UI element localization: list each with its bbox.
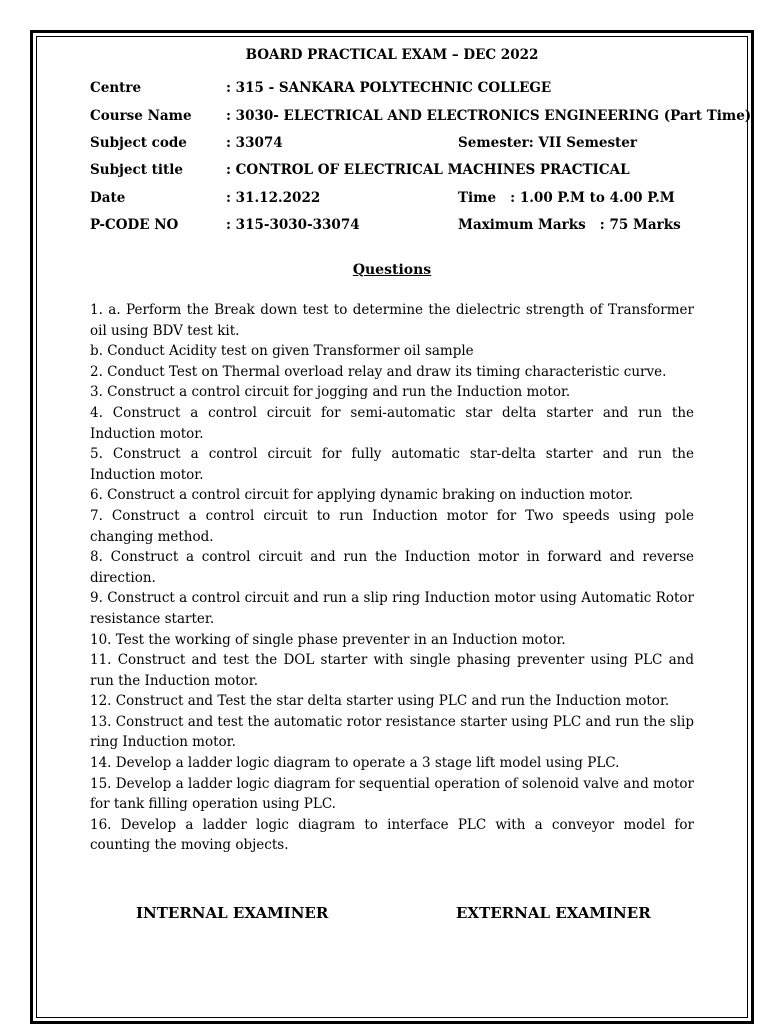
question-item: 16. Develop a ladder logic diagram to interface PLC with a conveyor model for counting the moving objects. bbox=[90, 816, 694, 854]
subject-title-label: Subject title bbox=[90, 162, 183, 178]
question-item: b. Conduct Acidity test on given Transformer oil sample bbox=[90, 343, 474, 360]
semester-text: Semester: VII Semester bbox=[458, 135, 637, 151]
question-item: 13. Construct and test the automatic rotor resistance starter using PLC and run the slip ring Induction motor. bbox=[90, 713, 694, 751]
subject-code-label: Subject code bbox=[90, 135, 187, 151]
external-examiner-label: EXTERNAL EXAMINER bbox=[456, 904, 651, 922]
centre-label: Centre bbox=[90, 80, 142, 96]
date-label: Date bbox=[90, 190, 126, 206]
question-item: 12. Construct and Test the star delta starter using PLC and run the Induction motor. bbox=[90, 693, 670, 710]
question-item: 1. a. Perform the Break down test to determine the dielectric strength of Transformer oil using BDV test kit. bbox=[90, 302, 694, 339]
max-marks-text: Maximum Marks : 75 Marks bbox=[458, 217, 681, 233]
question-item: 6. Construct a control circuit for applying dynamic braking on induction motor. bbox=[90, 487, 634, 504]
question-item: 15. Develop a ladder logic diagram for sequential operation of solenoid valve and motor for tank filling operation using PLC. bbox=[90, 775, 694, 813]
questions-list bbox=[90, 300, 694, 856]
course-label: Course Name bbox=[90, 108, 192, 124]
question-item: 11. Construct and test the DOL starter with single phasing preventer using PLC and run the Induction motor. bbox=[90, 652, 694, 689]
question-item: 7. Construct a control circuit to run Induction motor for Two speeds using pole changing method. bbox=[90, 507, 694, 545]
questions-heading: Questions bbox=[352, 262, 432, 278]
internal-examiner-label: INTERNAL EXAMINER bbox=[136, 904, 329, 922]
question-item: 14. Develop a ladder logic diagram to operate a 3 stage lift model using PLC. bbox=[90, 755, 620, 772]
question-item: 8. Construct a control circuit and run the Induction motor in forward and reverse direction. bbox=[90, 549, 694, 586]
question-item: 5. Construct a control circuit for fully automatic star-delta starter and run the Induction motor. bbox=[90, 446, 694, 483]
subject-title-value: : CONTROL OF ELECTRICAL MACHINES PRACTICAL bbox=[226, 162, 630, 178]
question-item: 4. Construct a control circuit for semi-automatic star delta starter and run the Induction motor. bbox=[90, 404, 694, 442]
course-value: : 3030- ELECTRICAL AND ELECTRONICS ENGINEERING (Part Time) bbox=[226, 108, 752, 124]
question-item: 3. Construct a control circuit for jogging and run the Induction motor. bbox=[90, 384, 571, 401]
pcode-label: P-CODE NO bbox=[90, 217, 179, 233]
time-text: Time : 1.00 P.M to 4.00 P.M bbox=[458, 190, 675, 206]
date-value: : 31.12.2022 bbox=[226, 190, 321, 206]
question-item: 9. Construct a control circuit and run a slip ring Induction motor using Automatic Rotor resistance starter. bbox=[90, 590, 694, 627]
exam-title: BOARD PRACTICAL EXAM – DEC 2022 bbox=[245, 47, 539, 63]
centre-value: : 315 - SANKARA POLYTECHNIC COLLEGE bbox=[226, 80, 552, 96]
pcode-value: : 315-3030-33074 bbox=[226, 217, 360, 233]
question-item: 10. Test the working of single phase preventer in an Induction motor. bbox=[90, 631, 566, 648]
question-item: 2. Conduct Test on Thermal overload relay and draw its timing characteristic curve. bbox=[90, 363, 667, 380]
subject-code-value: : 33074 bbox=[226, 135, 283, 151]
